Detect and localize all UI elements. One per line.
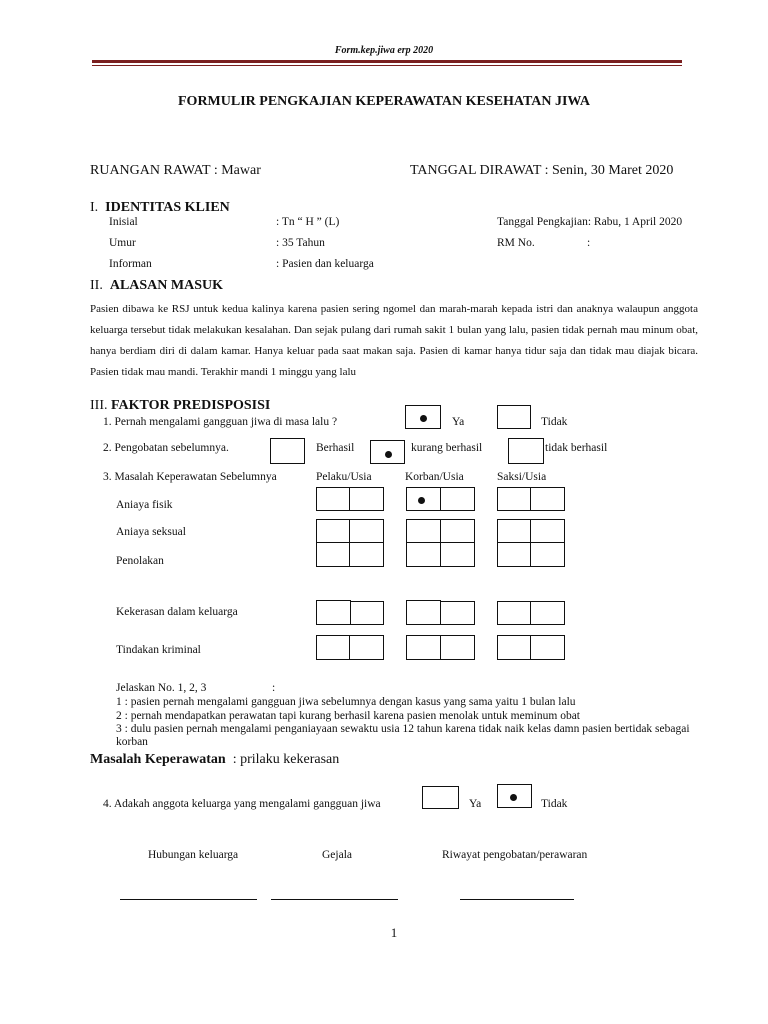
- note-2: 2 : pernah mendapatkan perawatan tapi kurang berhasil karena pasien menolak untuk meminum obat: [116, 710, 580, 722]
- tanggal-pengkajian: Tanggal Pengkajian: Rabu, 1 April 2020: [497, 216, 683, 228]
- grid-cell[interactable]: [530, 635, 565, 660]
- grid-cell[interactable]: [497, 487, 531, 511]
- grid-cell[interactable]: [440, 542, 475, 567]
- grid-cell[interactable]: [349, 635, 384, 660]
- grid-cell[interactable]: [316, 635, 350, 660]
- col-saksi: Saksi/Usia: [497, 471, 547, 483]
- inisial-label: Inisial: [109, 216, 138, 228]
- grid-cell[interactable]: [440, 519, 475, 543]
- q2-tidak-label: tidak berhasil: [545, 442, 608, 454]
- grid-cell[interactable]: [350, 601, 384, 625]
- row-label-kekerasan: Kekerasan dalam keluarga: [116, 606, 238, 618]
- header-rule-thin: [92, 65, 682, 66]
- q2-tidak-checkbox[interactable]: [508, 438, 544, 464]
- grid-cell[interactable]: [440, 601, 475, 625]
- col-riwayat: Riwayat pengobatan/perawaran: [442, 849, 588, 861]
- q1-tidak-label: Tidak: [541, 416, 568, 428]
- grid-cell[interactable]: [316, 600, 351, 625]
- section-identitas: [90, 200, 230, 216]
- section-heading: FAKTOR PREDISPOSISI: [111, 398, 271, 413]
- masalah-value: : prilaku kekerasan: [232, 752, 340, 767]
- section-heading: IDENTITAS KLIEN: [105, 200, 230, 215]
- blank-line-riwayat[interactable]: [460, 899, 574, 900]
- col-hubungan: Hubungan keluarga: [148, 849, 239, 861]
- section-heading: ALASAN MASUK: [109, 278, 224, 293]
- grid-cell[interactable]: [349, 487, 384, 511]
- jelaskan-colon: :: [272, 682, 276, 694]
- q2-text: 2. Pengobatan sebelumnya.: [103, 442, 229, 454]
- row-label-penolakan: Penolakan: [116, 555, 164, 567]
- q2-kurang-label: kurang berhasil: [411, 442, 483, 454]
- grid-cell[interactable]: [497, 635, 531, 660]
- q1-tidak-checkbox[interactable]: [497, 405, 531, 429]
- q1-ya-label: Ya: [452, 416, 465, 428]
- umur-value: : 35 Tahun: [276, 237, 325, 249]
- grid-cell[interactable]: [316, 542, 350, 567]
- grid-cell[interactable]: [440, 635, 475, 660]
- rm-label: RM No.: [497, 237, 535, 249]
- row-label-kriminal: Tindakan kriminal: [116, 644, 201, 656]
- grid-cell[interactable]: [497, 519, 531, 543]
- grid-cell[interactable]: [530, 542, 565, 567]
- grid-cell[interactable]: [497, 601, 531, 625]
- korban-fisik-mark: [418, 497, 425, 504]
- tanggal-dirawat: TANGGAL DIRAWAT : Senin, 30 Maret 2020: [410, 163, 674, 178]
- grid-cell[interactable]: [349, 519, 384, 543]
- grid-cell[interactable]: [530, 519, 565, 543]
- q4-text: 4. Adakah anggota keluarga yang mengalami gangguan jiwa: [103, 798, 381, 810]
- grid-cell[interactable]: [530, 487, 565, 511]
- grid-cell[interactable]: [530, 601, 565, 625]
- q4-ya-label: Ya: [469, 798, 482, 810]
- q2-berhasil-label: Berhasil: [316, 442, 355, 454]
- q3-text: 3. Masalah Keperawatan Sebelumnya: [103, 471, 277, 483]
- q2-kurang-mark: [385, 451, 392, 458]
- q4-ya-checkbox[interactable]: [422, 786, 459, 809]
- blank-line-gejala[interactable]: [271, 899, 398, 900]
- masalah-keperawatan: [90, 752, 339, 768]
- header-rule-thick: [92, 60, 682, 63]
- rm-colon: :: [587, 237, 591, 249]
- section-faktor: [90, 398, 270, 414]
- q4-tidak-label: Tidak: [541, 798, 568, 810]
- blank-line-hubungan[interactable]: [120, 899, 257, 900]
- page-number: 1: [390, 925, 398, 940]
- q1-text: 1. Pernah mengalami gangguan jiwa di masa lalu ?: [103, 416, 338, 428]
- inisial-value: : Tn “ H ” (L): [276, 216, 340, 228]
- note-1: 1 : pasien pernah mengalami gangguan jiwa sebelumnya dengan kasus yang sama yaitu 1 bulan lalu: [116, 696, 576, 708]
- grid-cell[interactable]: [406, 600, 441, 625]
- document-header: Form.kep.jiwa erp 2020: [334, 45, 434, 56]
- q2-berhasil-checkbox[interactable]: [270, 438, 305, 464]
- q1-ya-mark: [420, 415, 427, 422]
- grid-cell[interactable]: [406, 519, 441, 543]
- grid-cell[interactable]: [497, 542, 531, 567]
- grid-cell[interactable]: [349, 542, 384, 567]
- col-pelaku: Pelaku/Usia: [316, 471, 372, 483]
- masalah-label: Masalah Keperawatan: [90, 752, 226, 767]
- umur-label: Umur: [109, 237, 136, 249]
- grid-cell[interactable]: [316, 487, 350, 511]
- grid-cell[interactable]: [440, 487, 475, 511]
- section-number: I.: [90, 200, 99, 215]
- informan-label: Informan: [109, 258, 152, 270]
- ruangan-rawat: RUANGAN RAWAT : Mawar: [90, 163, 261, 178]
- q4-tidak-mark: [510, 794, 517, 801]
- note-3: 3 : dulu pasien pernah mengalami penganiayaan sewaktu usia 12 tahun karena tidak naik kelas damn pasien bertidak sebagai korban: [116, 723, 690, 748]
- page-title: FORMULIR PENGKAJIAN KEPERAWATAN KESEHATAN JIWA: [178, 94, 590, 109]
- section-number: III.: [90, 398, 108, 413]
- section-number: II.: [90, 278, 103, 293]
- col-gejala: Gejala: [322, 849, 353, 861]
- row-label-aniaya-seksual: Aniaya seksual: [116, 526, 186, 538]
- col-korban: Korban/Usia: [405, 471, 464, 483]
- jelaskan-label: Jelaskan No. 1, 2, 3: [116, 682, 207, 694]
- grid-cell[interactable]: [406, 542, 441, 567]
- grid-cell[interactable]: [316, 519, 350, 543]
- alasan-paragraph: Pasien dibawa ke RSJ untuk kedua kalinya karena pasien sering ngomel dan marah-marah kepada istri dan anaknya walaupun anggota keluarga tersebut tidak melakukan kesalahan. Dan sejak pulang dari rumah sakit 1 bulan yang lalu, pasien tidak pernah mau minum obat, hanya berdiam diri di dalam kamar. Hanya keluar pada saat makan saja. Pasien di kamar hanya tidur saja dan tidak mau diajak bicara. Pasien tidak mau mandi. Terakhir mandi 1 minggu yang lalu: [90, 303, 698, 378]
- informan-value: : Pasien dan keluarga: [276, 258, 374, 270]
- row-label-aniaya-fisik: Aniaya fisik: [116, 499, 173, 511]
- section-alasan: [90, 278, 223, 294]
- grid-cell[interactable]: [406, 635, 441, 660]
